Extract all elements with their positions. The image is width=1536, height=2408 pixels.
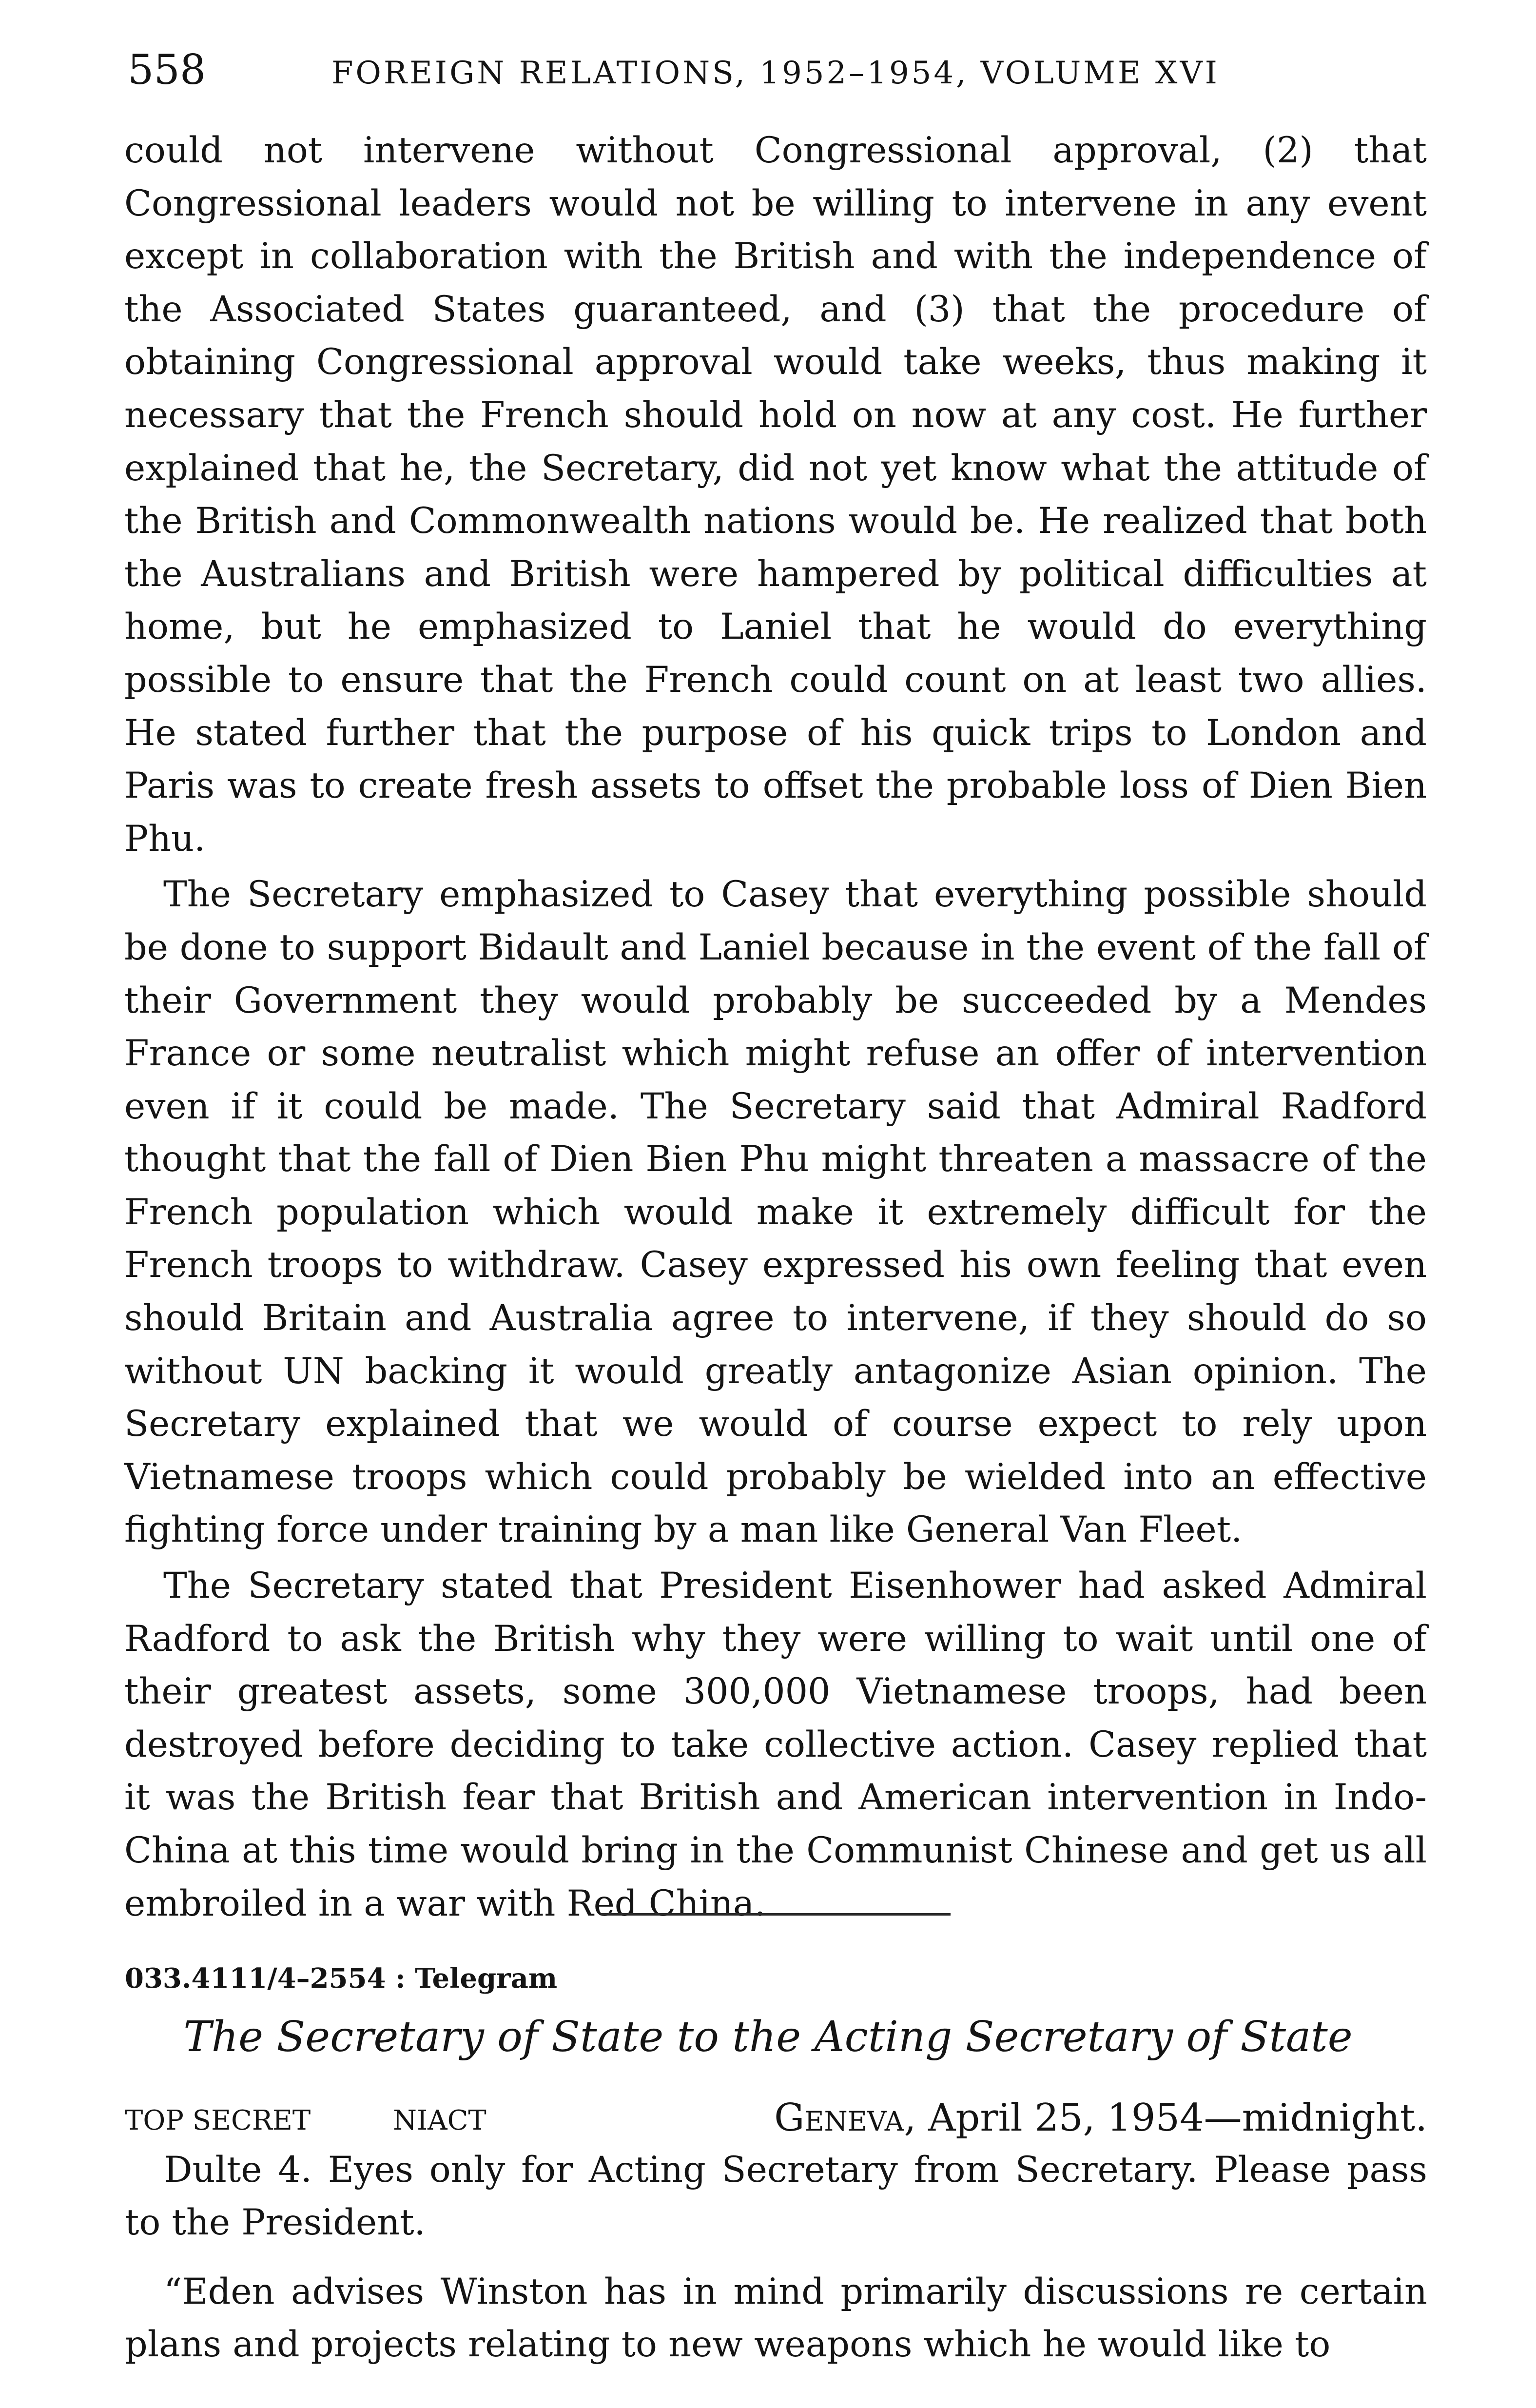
running-head xyxy=(128,43,1424,97)
body-paragraph: The Secretary stated that President Eisenhower had asked Admiral Radford to ask the British why they were willing to wait until one of their greatest assets, some 300,000 Vietnamese troops, had been destroyed before deciding to take collective action. Casey replied that it was the British fear that British and American intervention in Indo-China at this time would bring in the Communist Chinese and get us all embroiled in a war with Red China. xyxy=(124,1565,1427,1924)
dateline xyxy=(774,2094,1427,2142)
precedence-label: NIACT xyxy=(393,2105,486,2136)
document-heading: The Secretary of State to the Acting Secretary of State xyxy=(183,2013,1353,2061)
body-paragraph: The Secretary emphasized to Casey that everything possible should be done to support Bidault and Laniel because in the event of the fall of their Government they would probably be succeeded by a Mendes France or some neutralist which might refuse an offer of intervention even if it could be made. The Secretary said that Admiral Radford thought that the fall of Dien Bien Phu might threaten a massacre of the French population which would make it extremely difficult for the French troops to withdraw. Casey expressed his own feeling that even should Britain and Australia agree to intervene, if they should do so without UN backing it would greatly antagonize Asian opinion. The Secretary explained that we would of course expect to rely upon Vietnamese troops which could probably be wielded into an effective fighting force under training by a man like General Van Fleet. xyxy=(124,874,1427,1551)
body-paragraph: could not intervene without Congressional approval, (2) that Congressional leaders would not be willing to intervene in any event except in collaboration with the British and with the independence of the Associated States guaranteed, and (3) that the procedure of obtaining Congressional approval would take weeks, thus making it necessary that the French should hold on now at any cost. He further explained that he, the Secretary, did not yet know what the attitude of the British and Commonwealth nations would be. He realized that both the Australians and British were hampered by political difficulties at home, but he emphasized to Laniel that he would do everything possible to ensure that the French could count on at least two allies. He stated further that the purpose of his quick trips to London and Paris was to create fresh assets to offset the probable loss of Dien Bien Phu. xyxy=(124,130,1427,860)
dateline-date: April 25, 1954—midnight. xyxy=(928,2096,1427,2140)
document-reference: 033.4111/4–2554 : Telegram xyxy=(125,1962,558,1995)
telegram-paragraph: “Eden advises Winston has in mind primarily discussions re certain plans and projects relating to new weapons which he would like to xyxy=(125,2271,1427,2365)
classification-label: TOP SECRET xyxy=(125,2105,311,2136)
body-text xyxy=(124,124,1427,1930)
running-title: FOREIGN RELATIONS, 1952–1954, VOLUME XVI xyxy=(331,55,1220,91)
page-number: 558 xyxy=(128,46,206,94)
dateline-row xyxy=(125,2094,1427,2142)
dateline-place: Geneva, xyxy=(774,2096,916,2140)
section-separator xyxy=(601,1913,951,1916)
telegram-text xyxy=(125,2144,1427,2371)
telegram-paragraph: Dulte 4. Eyes only for Acting Secretary from Secretary. Please pass to the President. xyxy=(125,2149,1427,2243)
